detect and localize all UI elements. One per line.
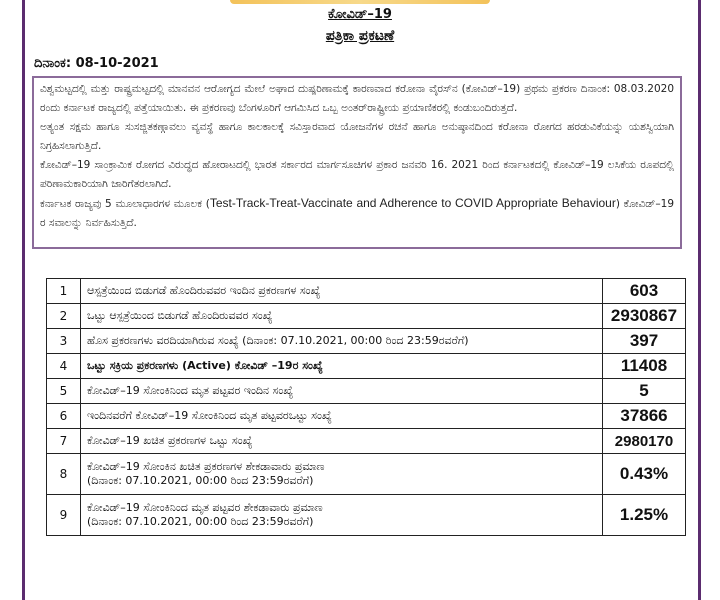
table-row: [47, 454, 686, 495]
table-row: [47, 495, 686, 536]
date-value: 08-10-2021: [75, 56, 159, 71]
row-label: ಆಸ್ಪತ್ರೆಯಿಂದ ಬಿಡುಗಡೆ ಹೊಂದಿರುವವರ ಇಂದಿನ ಪ್ರಕರಣಗಳ ಸಂಖ್ಯೆ: [81, 279, 603, 304]
row-number: 4: [47, 354, 81, 379]
row-label: ಇಂದಿನವರೆಗೆ ಕೋವಿಡ್–19 ಸೋಂಕಿನಿಂದ ಮೃತ ಪಟ್ಟವರಒಟ್ಟು ಸಂಖ್ಯೆ: [81, 404, 603, 429]
info-box: [32, 76, 682, 249]
info-paragraph-4-english: Test-Track-Treat-Vaccinate and Adherence to COVID Appropriate Behaviour: [209, 196, 616, 210]
row-number: 7: [47, 429, 81, 454]
row-value: 1.25%: [603, 495, 686, 536]
date-line: [34, 56, 159, 71]
table-row: [47, 304, 686, 329]
info-paragraph-4-post: ) ಕೋವಿಡ್‌–19 ರ ಸವಾಲನ್ನು ನಿರ್ವಹಿಸುತ್ತಿದೆ.: [40, 198, 674, 229]
row-value: 0.43%: [603, 454, 686, 495]
table-row: [47, 329, 686, 354]
page-border-right: [698, 0, 701, 600]
row-value: 5: [603, 379, 686, 404]
row-number: 3: [47, 329, 81, 354]
row-number: 1: [47, 279, 81, 304]
row-value: 397: [603, 329, 686, 354]
info-paragraph-2: ಅತ್ಯಂತ ಸಕ್ಷಮ ಹಾಗೂ ಸುಸಜ್ಜಿತಕಣ್ಗಾವಲು ವ್ಯವಸ್ಥೆ ಹಾಗೂ ಕಾಲಕಾಲಕ್ಕೆ ಸವಿಸ್ತಾರವಾದ ಯೋಜನೆಗಳ ರಚನೆ ಹಾಗೂ ಅನುಷ್ಠಾನದಿಂದ ಕರೋನಾ ರೋಗದ ಹರಡುವಿಕೆಯನ್ನು ಯಶಸ್ವಿಯಾಗಿ ನಿಗ್ರಹಿಸಲಾಗುತ್ತಿದೆ.: [40, 121, 674, 152]
stats-table: [46, 278, 686, 536]
date-label: ದಿನಾಂಕ:: [34, 56, 72, 71]
row-number: 5: [47, 379, 81, 404]
info-paragraph-1: ವಿಶ್ವಮಟ್ಟದಲ್ಲಿ ಮತ್ತು ರಾಷ್ಟ್ರಮಟ್ಟದಲ್ಲಿ ಮಾನವನ ಆರೋಗ್ಯದ ಮೇಲೆ ಅಘಾದ ದುಷ್ಪರಿಣಾಮಕ್ಕೆ ಕಾರಣವಾದ ಕರೋನಾ ವೈರಸ್‌ನ (ಕೋವಿಡ್‌–19) ಪ್ರಥಮ ಪ್ರಕರಣ ದಿನಾಂಕ: 08.03.2020 ರಂದು ಕರ್ನಾಟಕ ರಾಜ್ಯದಲ್ಲಿ ಪತ್ತೆಯಾಯಿತು. ಈ ಪ್ರಕರಣವು ಬೆಂಗಳೂರಿಗೆ ಆಗಮಿಸಿದ ಒಬ್ಬ ಅಂತರ್‌ರಾಷ್ಟ್ರೀಯ ಪ್ರಯಾಣಿಕರಲ್ಲಿ ಕಂಡುಬಂದಿರುತ್ತದೆ.: [40, 83, 674, 114]
info-paragraph-4: [40, 194, 674, 233]
row-sublabel: (ದಿನಾಂಕ: 07.10.2021, 00:00 ರಿಂದ 23:59ರವರೆಗೆ): [87, 515, 314, 528]
row-number: 9: [47, 495, 81, 536]
row-value: 37866: [603, 404, 686, 429]
row-label: ಕೋವಿಡ್–19 ಸೋಂಕಿನಿಂದ ಮೃತ ಪಟ್ಟವರ ಇಂದಿನ ಸಂಖ್ಯೆ: [81, 379, 603, 404]
row-number: 6: [47, 404, 81, 429]
row-label: ಕೋವಿಡ್–19 ಸೋಂಕಿನ ಖಚಿತ ಪ್ರಕರಣಗಳ ಶೇಕಡಾವಾರು ಪ್ರಮಾಣ: [87, 460, 325, 473]
table-row: [47, 404, 686, 429]
table-row: [47, 429, 686, 454]
row-value: 11408: [603, 354, 686, 379]
table-row: [47, 354, 686, 379]
page-subtitle: ಪತ್ರಿಕಾ ಪ್ರಕಟಣೆ: [325, 28, 395, 44]
row-sublabel: (ದಿನಾಂಕ: 07.10.2021, 00:00 ರಿಂದ 23:59ರವರೆಗೆ): [87, 474, 314, 487]
table-row: [47, 279, 686, 304]
row-label-cell: [81, 454, 603, 495]
row-number: 8: [47, 454, 81, 495]
info-paragraph-4-pre: ಕರ್ನಾಟಕ ರಾಜ್ಯವು 5 ಮೂಲಾಧಾರಗಳ ಮೂಲಕ (: [40, 198, 210, 210]
table-row: [47, 379, 686, 404]
row-value: 2930867: [603, 304, 686, 329]
page-border-left: [22, 0, 25, 600]
row-label: ಕೋವಿಡ್–19 ಸೋಂಕಿನಿಂದ ಮೃತ ಪಟ್ಟವರ ಶೇಕಡಾವಾರು ಪ್ರಮಾಣ: [87, 501, 323, 514]
row-label: ಒಟ್ಟು ಆಸ್ಪತ್ರೆಯಿಂದ ಬಿಡುಗಡೆ ಹೊಂದಿರುವವರ ಸಂಖ್ಯೆ: [81, 304, 603, 329]
header-decoration: [230, 0, 490, 4]
row-value: 2980170: [603, 429, 686, 454]
page-title: ಕೋವಿಡ್–19: [328, 7, 392, 22]
row-label: ಕೋವಿಡ್–19 ಖಚಿತ ಪ್ರಕರಣಗಳ ಒಟ್ಟು ಸಂಖ್ಯೆ: [81, 429, 603, 454]
row-label: ಒಟ್ಟು ಸಕ್ರಿಯ ಪ್ರಕರಣಗಳು (Active) ಕೋವಿಡ್‌ –19ರ ಸಂಖ್ಯೆ: [81, 354, 603, 379]
row-label: ಹೊಸ ಪ್ರಕರಣಗಳು ವರದಿಯಾಗಿರುವ ಸಂಖ್ಯೆ (ದಿನಾಂಕ: 07.10.2021, 00:00 ರಿಂದ 23:59ರವರೆಗೆ): [81, 329, 603, 354]
info-paragraph-3: ಕೋವಿಡ್‌–19 ಸಾಂಕ್ರಾಮಿಕ ರೋಗದ ವಿರುದ್ಧದ ಹೋರಾಟದಲ್ಲಿ ಭಾರತ ಸರ್ಕಾರದ ಮಾರ್ಗಸೂಚಿಗಳ ಪ್ರಕಾರ ಜನವರಿ 16. 2021 ರಿಂದ ಕರ್ನಾಟಕದಲ್ಲಿ ಕೋವಿಡ್‌–19 ಲಸಿಕೆಯ ರೂಪದಲ್ಲಿ ಪರಿಣಾಮಕಾರಿಯಾಗಿ ಜಾರಿಗೆತರಲಾಗಿದೆ.: [40, 159, 674, 190]
row-number: 2: [47, 304, 81, 329]
row-label-cell: [81, 495, 603, 536]
row-value: 603: [603, 279, 686, 304]
